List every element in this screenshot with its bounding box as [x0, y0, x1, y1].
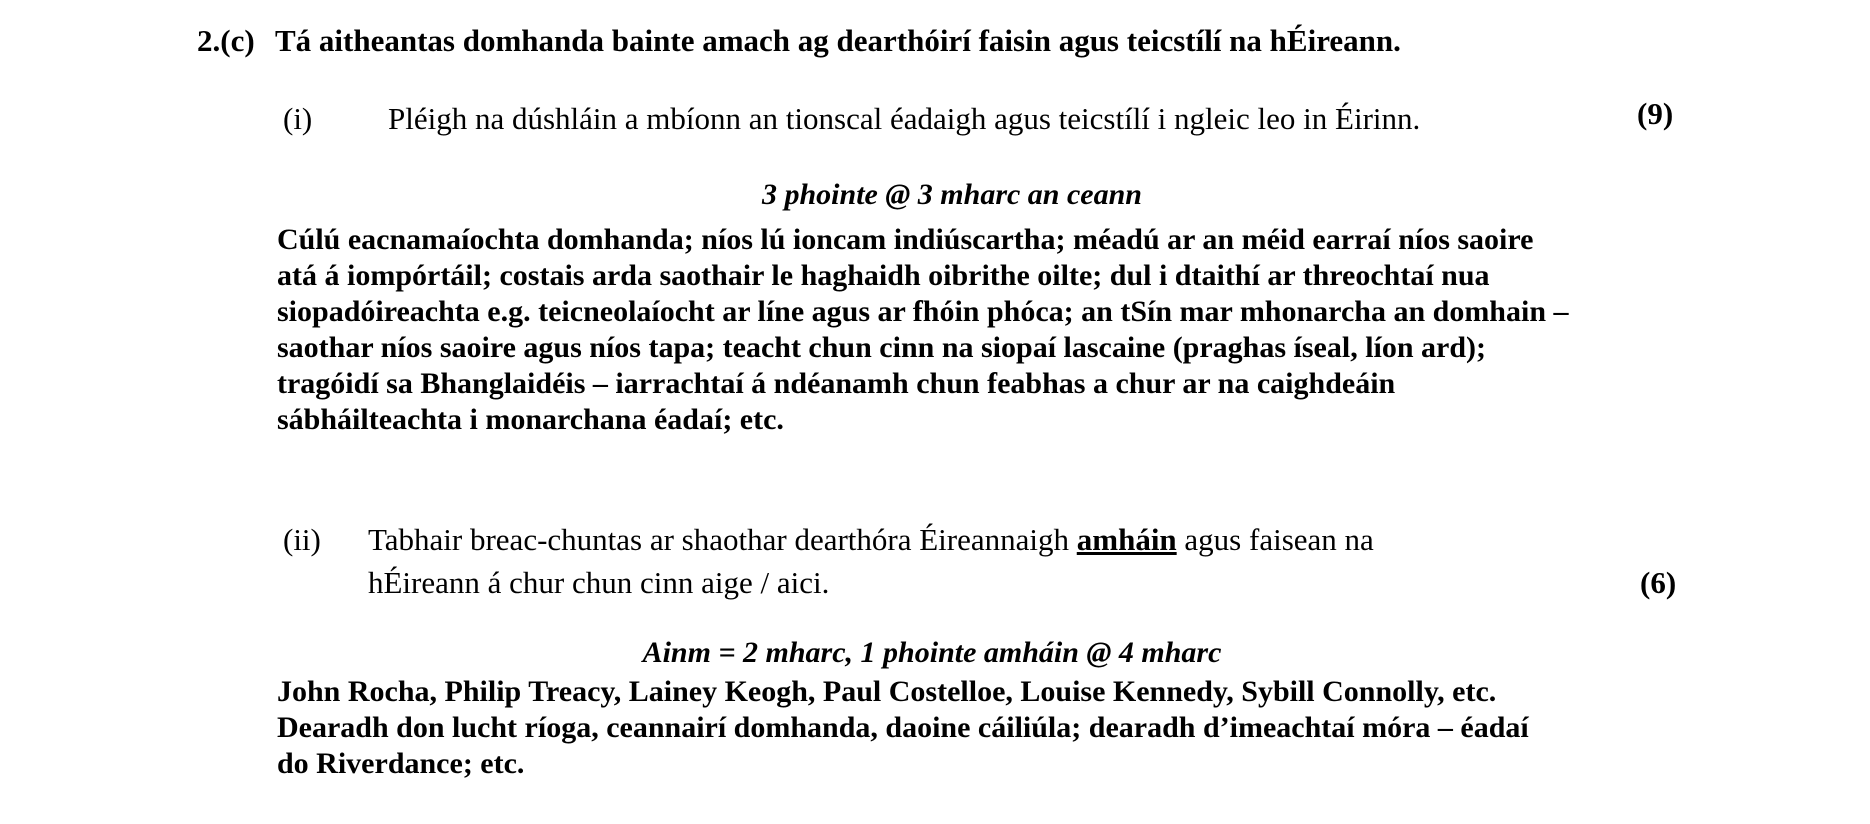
- part-ii-line1-post: agus faisean na: [1176, 522, 1374, 557]
- question-heading-row: [197, 21, 1401, 61]
- part-ii-line1-pre: Tabhair breac-chuntas ar shaothar dearthóra Éireannaigh: [368, 522, 1077, 557]
- part-ii-emphasis-word: amháin: [1076, 522, 1177, 557]
- part-i-marks: (9): [1637, 96, 1674, 131]
- answer-line: atá á iompórtáil; costais arda saothair le haghaidh oibrithe oilte; dul i dtaithí ar threochtaí nua: [277, 259, 1490, 292]
- answer-line: tragóidí sa Bhanglaidéis – iarrachtaí á ndéanamh chun feabhas a chur ar na caighdeáin: [277, 367, 1396, 400]
- part-ii-question-line1: [368, 518, 1374, 561]
- answer-line: saothar níos saoire agus níos tapa; teacht chun cinn na siopaí lascaine (praghas íseal, líon ard);: [277, 331, 1487, 364]
- part-ii-label: (ii): [283, 522, 321, 557]
- answer-line: Dearadh don lucht ríoga, ceannairí domhanda, daoine cáiliúla; dearadh d’imeachtaí móra – éadaí: [277, 711, 1529, 744]
- question-number: 2.(c): [197, 23, 255, 58]
- part-ii-answer-paragraph: [277, 674, 1529, 782]
- part-i-label: (i): [283, 101, 313, 136]
- part-i-answer-paragraph: [277, 222, 1569, 438]
- part-ii-row: [283, 518, 1374, 604]
- part-i-question-text: Pléigh na dúshláin a mbíonn an tionscal éadaigh agus teicstílí i ngleic leo in Éirinn.: [388, 101, 1421, 136]
- part-ii-marks: (6): [1640, 565, 1677, 600]
- answer-line: Cúlú eacnamaíochta domhanda; níos lú ioncam indiúscartha; méadú ar an méid earraí níos saoire: [277, 223, 1534, 256]
- answer-line: John Rocha, Philip Treacy, Lainey Keogh, Paul Costelloe, Louise Kennedy, Sybill Connolly, etc.: [277, 675, 1497, 708]
- part-i-marking-note: 3 phointe @ 3 mharc an ceann: [761, 178, 1142, 211]
- answer-line: sábháilteachta i monarchana éadaí; etc.: [277, 403, 784, 436]
- part-ii-question-text: [368, 518, 1374, 604]
- part-ii-question-line2: hÉireann á chur chun cinn aige / aici.: [368, 565, 830, 600]
- part-i-row: [283, 97, 1420, 140]
- answer-line: siopadóireachta e.g. teicneolaíocht ar líne agus ar fhóin phóca; an tSín mar mhonarcha an domhain –: [277, 295, 1569, 328]
- question-heading-text: Tá aitheantas domhanda bainte amach ag dearthóirí faisin agus teicstílí na hÉireann.: [275, 23, 1401, 58]
- answer-line: do Riverdance; etc.: [277, 747, 525, 780]
- part-ii-marking-note: Ainm = 2 mharc, 1 phointe amháin @ 4 mharc: [642, 636, 1222, 669]
